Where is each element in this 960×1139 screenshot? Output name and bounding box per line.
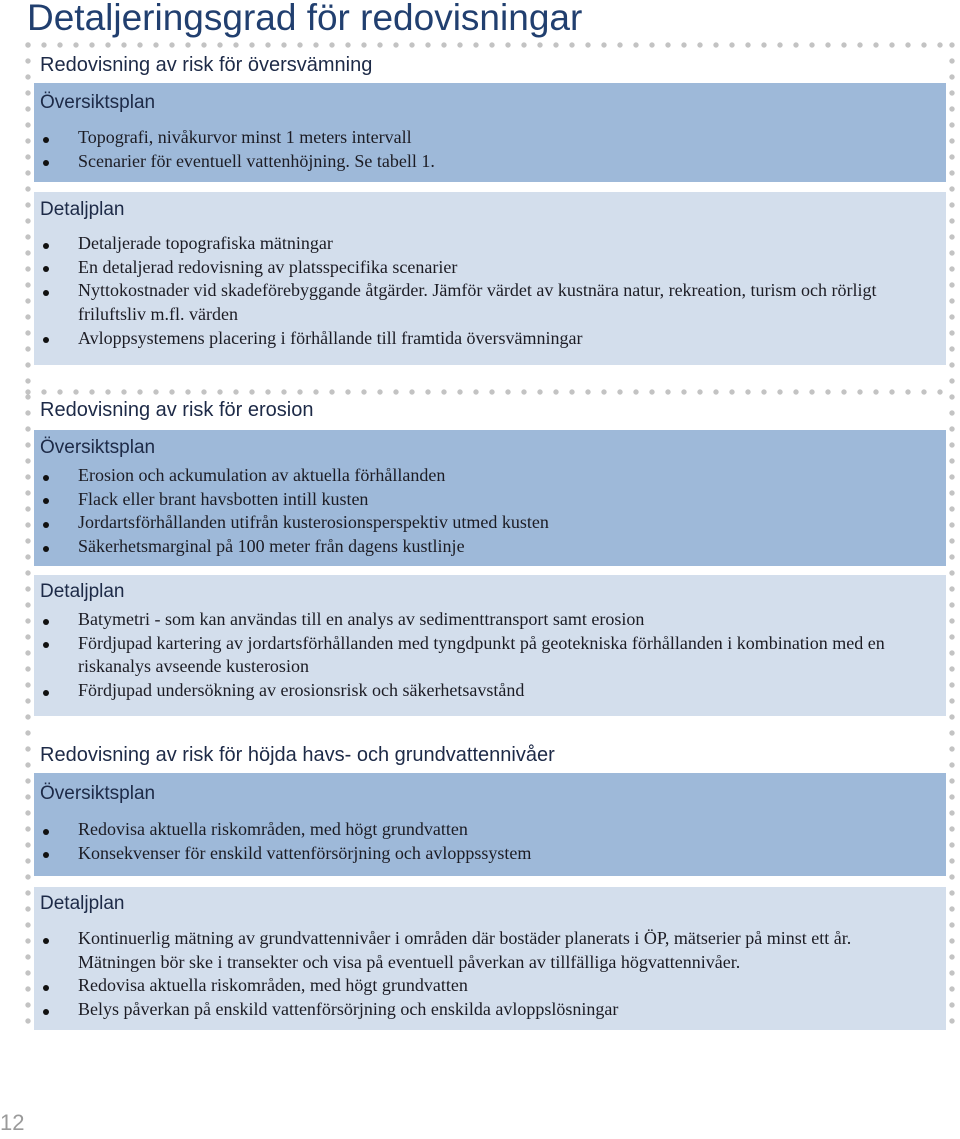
list-item bbox=[34, 511, 946, 535]
list-item-text: Erosion och ackumulation av aktuella förhållanden bbox=[78, 465, 446, 485]
section-heading: Redovisning av risk för höjda havs- och grundvattennivåer bbox=[40, 744, 555, 766]
section-heading: Redovisning av risk för erosion bbox=[40, 399, 314, 421]
list-item bbox=[34, 632, 946, 679]
list-item bbox=[34, 327, 946, 351]
list-item-text-continued: friluftsliv m.fl. värden bbox=[78, 304, 238, 325]
list-item-text: Konsekvenser för enskild vattenförsörjning och avloppssystem bbox=[78, 842, 532, 863]
panel-heading: Detaljplan bbox=[40, 199, 125, 220]
bullet-list bbox=[34, 927, 946, 1022]
list-item-text: Redovisa aktuella riskområden, med högt grundvatten bbox=[78, 819, 468, 839]
list-item-text: Scenarier för eventuell vattenhöjning. Se tabell 1. bbox=[78, 150, 435, 171]
list-item-text: Säkerhetsmarginal på 100 meter från dagens kustlinje bbox=[78, 536, 465, 557]
bullet-list bbox=[34, 818, 946, 865]
bullet-list bbox=[34, 232, 946, 351]
list-item bbox=[34, 126, 946, 150]
list-item-text: Flack eller brant havsbotten intill kusten bbox=[78, 488, 369, 509]
list-item bbox=[34, 998, 946, 1022]
list-item bbox=[34, 464, 946, 488]
list-item bbox=[34, 488, 946, 512]
list-item bbox=[34, 608, 946, 632]
list-item bbox=[34, 974, 946, 998]
dotted-border-right bbox=[949, 42, 955, 1032]
list-item bbox=[34, 818, 946, 842]
list-item-text: Redovisa aktuella riskområden, med högt grundvatten bbox=[78, 975, 468, 996]
list-item-text: Jordartsförhållanden utifrån kusterosionsperspektiv utmed kusten bbox=[78, 512, 549, 533]
list-item-text: Detaljerade topografiska mätningar bbox=[78, 233, 333, 253]
dotted-border-left bbox=[25, 42, 31, 1032]
bullet-list bbox=[34, 126, 946, 173]
list-item-text: Fördjupad kartering av jordartsförhållanden med tyngdpunkt på geotekniska förhållanden i kombination med en bbox=[78, 632, 885, 653]
list-item-text: Nyttokostnader vid skadeförebyggande åtgärder. Jämför värdet av kustnära natur, rekreation, turism och rörligt bbox=[78, 280, 877, 301]
detail-panel bbox=[34, 192, 946, 365]
panel-heading: Översiktsplan bbox=[40, 783, 156, 804]
list-item bbox=[34, 679, 946, 703]
list-item bbox=[34, 842, 946, 866]
section-heading: Redovisning av risk för översvämning bbox=[40, 54, 373, 76]
bullet-list bbox=[34, 608, 946, 703]
dotted-divider bbox=[25, 389, 953, 395]
list-item-text: Belys påverkan på enskild vattenförsörjning och enskilda avloppslösningar bbox=[78, 999, 619, 1020]
list-item bbox=[34, 150, 946, 174]
panel-heading: Detaljplan bbox=[40, 893, 125, 914]
panel-heading: Översiktsplan bbox=[40, 92, 156, 113]
list-item-text: En detaljerad redovisning av platsspecifika scenarier bbox=[78, 256, 458, 277]
list-item bbox=[34, 232, 946, 256]
detail-panel bbox=[34, 575, 946, 716]
list-item bbox=[34, 535, 946, 559]
panel-heading: Översiktsplan bbox=[40, 437, 156, 458]
panel-heading: Detaljplan bbox=[40, 581, 125, 602]
list-item-text-continued: Mätningen bör ske i transekter och visa på eventuell påverkan av tillfälliga högvattennivåer. bbox=[78, 951, 741, 972]
overview-panel bbox=[34, 773, 946, 876]
list-item bbox=[34, 256, 946, 280]
list-item-text: Topografi, nivåkurvor minst 1 meters intervall bbox=[78, 127, 412, 147]
detail-panel bbox=[34, 887, 946, 1030]
list-item-text: Fördjupad undersökning av erosionsrisk och säkerhetsavstånd bbox=[78, 680, 525, 701]
list-item-text: Kontinuerlig mätning av grundvattennivåer i områden där bostäder planerats i ÖP, mätserier på minst ett år. bbox=[78, 928, 852, 948]
list-item-text: Avloppsystemens placering i förhållande till framtida översvämningar bbox=[78, 327, 583, 348]
overview-panel bbox=[34, 430, 946, 566]
page-number: 12 bbox=[0, 1110, 25, 1135]
dotted-border-top bbox=[25, 42, 953, 48]
overview-panel bbox=[34, 83, 946, 182]
list-item bbox=[34, 927, 946, 974]
list-item-text-continued: riskanalys avseende kusterosion bbox=[78, 656, 309, 677]
page-title: Detaljeringsgrad för redovisningar bbox=[27, 0, 583, 38]
list-item-text: Batymetri - som kan användas till en analys av sedimenttransport samt erosion bbox=[78, 609, 645, 629]
list-item bbox=[34, 279, 946, 326]
bullet-list bbox=[34, 464, 946, 559]
